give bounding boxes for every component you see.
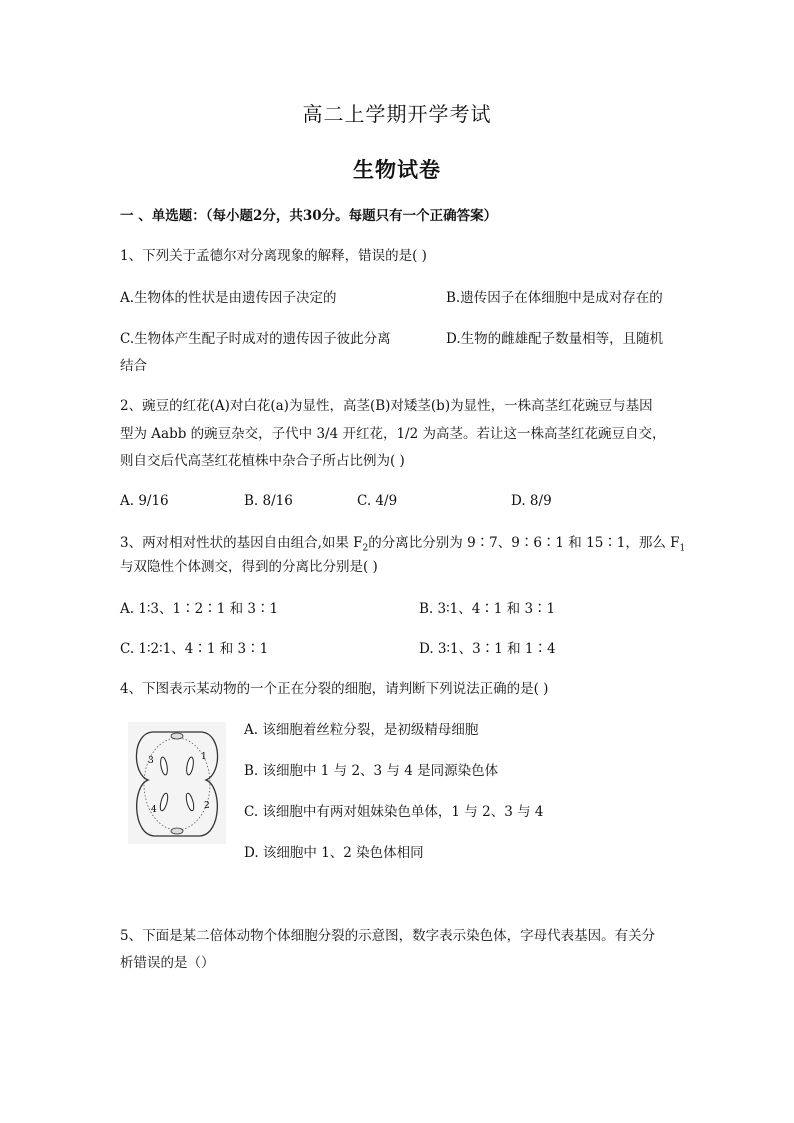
subject-title: 生物试卷 — [353, 157, 441, 182]
q3-stem-line2: 与双隐性个体测交，得到的分离比分别是( ) — [120, 559, 378, 575]
q1-option-d: D.生物的雌雄配子数量相等，且随机 — [446, 331, 664, 347]
q2-option-c: C. 4/9 — [357, 493, 398, 509]
q2-option-b: B. 8/16 — [244, 493, 293, 509]
q3-option-a: A. 1∶3、1∶2∶1 和 3∶1 — [120, 601, 279, 617]
cell-division-diagram — [128, 722, 226, 844]
q1-stem: 1、下列关于孟德尔对分离现象的解释，错误的是( ) — [120, 248, 427, 264]
q4-option-b: B. 该细胞中 1 与 2、3 与 4 是同源染色体 — [244, 763, 499, 779]
label-4: 4 — [151, 805, 157, 815]
q4-option-d: D. 该细胞中 1、2 染色体相同 — [244, 845, 424, 861]
label-2: 2 — [204, 801, 210, 811]
q3-option-b: B. 3∶1、4∶1 和 3∶1 — [419, 601, 556, 617]
section-heading: 一 、单选题：（每小题2分，共30分。每题只有一个正确答案） — [120, 208, 498, 224]
q5-stem-line1: 5、下面是某二倍体动物个体细胞分裂的示意图，数字表示染色体，字母代表基因。有关分 — [120, 928, 656, 944]
q4-option-c: C. 该细胞中有两对姐妹染色单体，1 与 2、3 与 4 — [244, 804, 544, 820]
q5-stem-line2: 析错误的是（） — [120, 955, 215, 971]
q2-stem-line2: 型为 Aabb 的豌豆杂交，子代中 3/4 开红花，1/2 为高茎。若让这一株高茎红花豌豆自交， — [120, 426, 666, 442]
q1-option-a: A.生物体的性状是由遗传因子决定的 — [120, 290, 337, 306]
q2-option-d: D. 8/9 — [511, 493, 552, 509]
q2-option-a: A. 9/16 — [120, 493, 169, 509]
bottom-centrosome — [171, 828, 183, 834]
q1-option-c: C.生物体产生配子时成对的遗传因子彼此分离 — [120, 331, 391, 347]
q3-stem-line1: 3、两对相对性状的基因自由组合,如果 $F_2$的分离比分别为 9∶7、9∶6∶1 和 15∶1，那么 $F_1$ — [120, 535, 686, 554]
top-centrosome — [171, 733, 183, 739]
exam-title: 高二上学期开学考试 — [302, 102, 492, 126]
q4-stem: 4、下图表示某动物的一个正在分裂的细胞，请判断下列说法正确的是( ) — [120, 681, 549, 697]
q2-stem-line1: 2、豌豆的红花(A)对白花(a)为显性，高茎(B)对矮茎(b)为显性，一株高茎红花豌豆与基因 — [120, 398, 653, 414]
figure-background — [128, 722, 226, 844]
q1-option-d-cont: 结合 — [120, 358, 147, 374]
q3-option-c: C. 1∶2∶1、4∶1 和 3∶1 — [120, 641, 269, 657]
label-3: 3 — [148, 756, 154, 766]
q4-option-a: A. 该细胞着丝粒分裂，是初级精母细胞 — [244, 722, 479, 738]
label-1: 1 — [201, 752, 207, 762]
q1-option-b: B.遗传因子在体细胞中是成对存在的 — [446, 290, 663, 306]
q3-option-d: D. 3∶1、3∶1 和 1∶4 — [419, 641, 556, 657]
q2-stem-line3: 则自交后代高茎红花植株中杂合子所占比例为( ) — [120, 453, 405, 469]
